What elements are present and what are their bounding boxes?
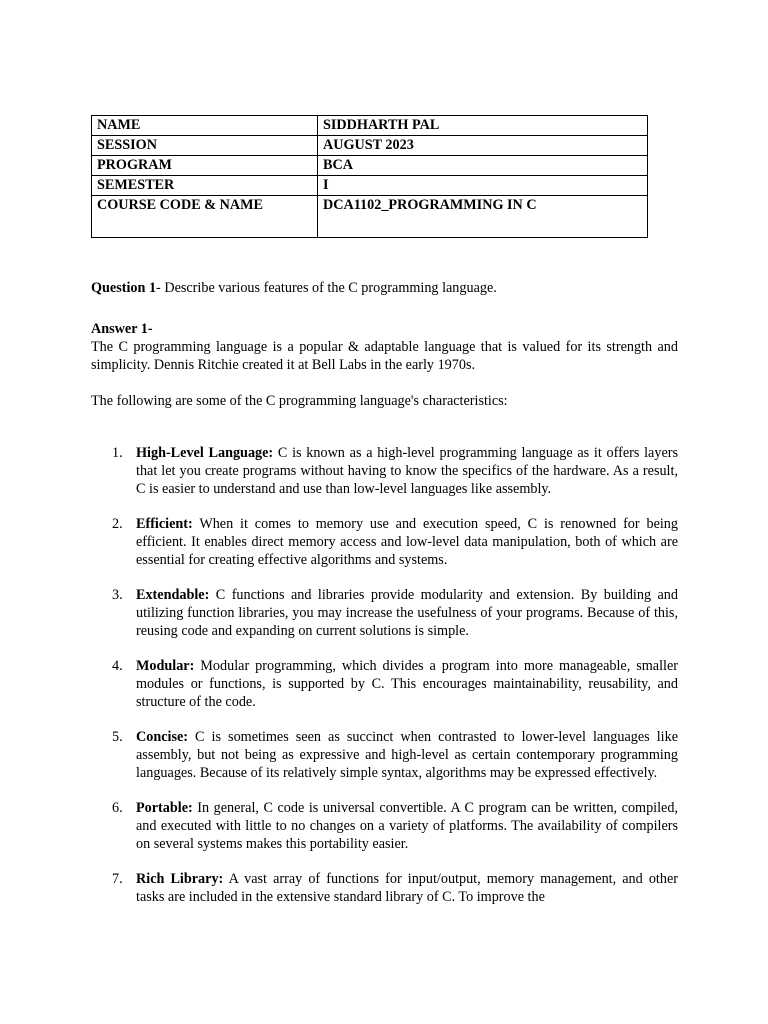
list-number: 1. <box>112 445 123 461</box>
question-label: Question 1 <box>91 280 157 296</box>
feature-title: Efficient: <box>136 516 193 532</box>
list-item <box>91 657 678 711</box>
feature-title: Concise: <box>136 729 189 745</box>
info-label: COURSE CODE & NAME <box>92 196 318 238</box>
feature-title: Portable: <box>136 800 193 816</box>
info-label: NAME <box>92 116 318 136</box>
list-number: 3. <box>112 587 123 603</box>
feature-title: Rich Library: <box>136 871 224 887</box>
feature-text: A vast array of functions for input/output, memory management, and other tasks are included in the extensive standard library of C. To improve the <box>136 871 678 905</box>
feature-text: C functions and libraries provide modularity and extension. By building and utilizing function libraries, you may increase the usefulness of your programs. Because of this, reusing code and expanding on current solutions is simple. <box>136 587 678 639</box>
info-label: SESSION <box>92 136 318 156</box>
feature-title: Extendable: <box>136 587 210 603</box>
features-lead-sentence: The following are some of the C programming language's characteristics: <box>91 393 508 409</box>
student-info-table <box>91 115 648 238</box>
feature-text: When it comes to memory use and execution speed, C is renowned for being efficient. It enables direct memory access and low-level data manipulation, both of which are essential for creating effective algorithms and systems. <box>136 516 678 568</box>
info-row-program <box>92 156 648 176</box>
list-item <box>91 870 678 906</box>
list-item <box>91 586 678 640</box>
feature-title: High-Level Language: <box>136 445 274 461</box>
info-value: DCA1102_PROGRAMMING IN C <box>318 196 648 238</box>
info-label: SEMESTER <box>92 176 318 196</box>
info-value: SIDDHARTH PAL <box>318 116 648 136</box>
features-list <box>91 444 678 923</box>
info-value: AUGUST 2023 <box>318 136 648 156</box>
list-number: 5. <box>112 729 123 745</box>
list-number: 6. <box>112 800 123 816</box>
info-label: PROGRAM <box>92 156 318 176</box>
list-number: 4. <box>112 658 123 674</box>
feature-text: C is sometimes seen as succinct when contrasted to lower-level languages like assembly, but not being as expressive and high-level as certain contemporary programming languages. Because of its relatively simple syntax, algorithms may be expressed effectively. <box>136 729 678 781</box>
list-item <box>91 728 678 782</box>
info-row-semester <box>92 176 648 196</box>
info-value: I <box>318 176 648 196</box>
answer-intro-paragraph: The C programming language is a popular & adaptable language that is valued for its strength and simplicity. Dennis Ritchie created it at Bell Labs in the early 1970s. <box>91 339 678 373</box>
list-number: 2. <box>112 516 123 532</box>
list-item <box>91 515 678 569</box>
feature-text: In general, C code is universal convertible. A C program can be written, compiled, and executed with little to no changes on a variety of platforms. The availability of compilers on several systems makes this portability easier. <box>136 800 678 852</box>
feature-text: C is known as a high-level programming language as it offers layers that let you create programs without having to know the specifics of the hardware. As a result, C is easier to understand and use than low-level languages like assembly. <box>136 445 678 497</box>
list-number: 7. <box>112 871 123 887</box>
info-value: BCA <box>318 156 648 176</box>
feature-text: Modular programming, which divides a program into more manageable, smaller modules or functions, is supported by C. This encourages maintainability, reusability, and structure of the code. <box>136 658 678 710</box>
question-text: - Describe various features of the C programming language. <box>156 280 497 296</box>
list-item <box>91 444 678 498</box>
info-row-session <box>92 136 648 156</box>
feature-title: Modular: <box>136 658 195 674</box>
list-item <box>91 799 678 853</box>
info-row-name <box>92 116 648 136</box>
info-row-course <box>92 196 648 238</box>
answer-label: Answer 1- <box>91 321 153 337</box>
question-1 <box>91 279 678 297</box>
